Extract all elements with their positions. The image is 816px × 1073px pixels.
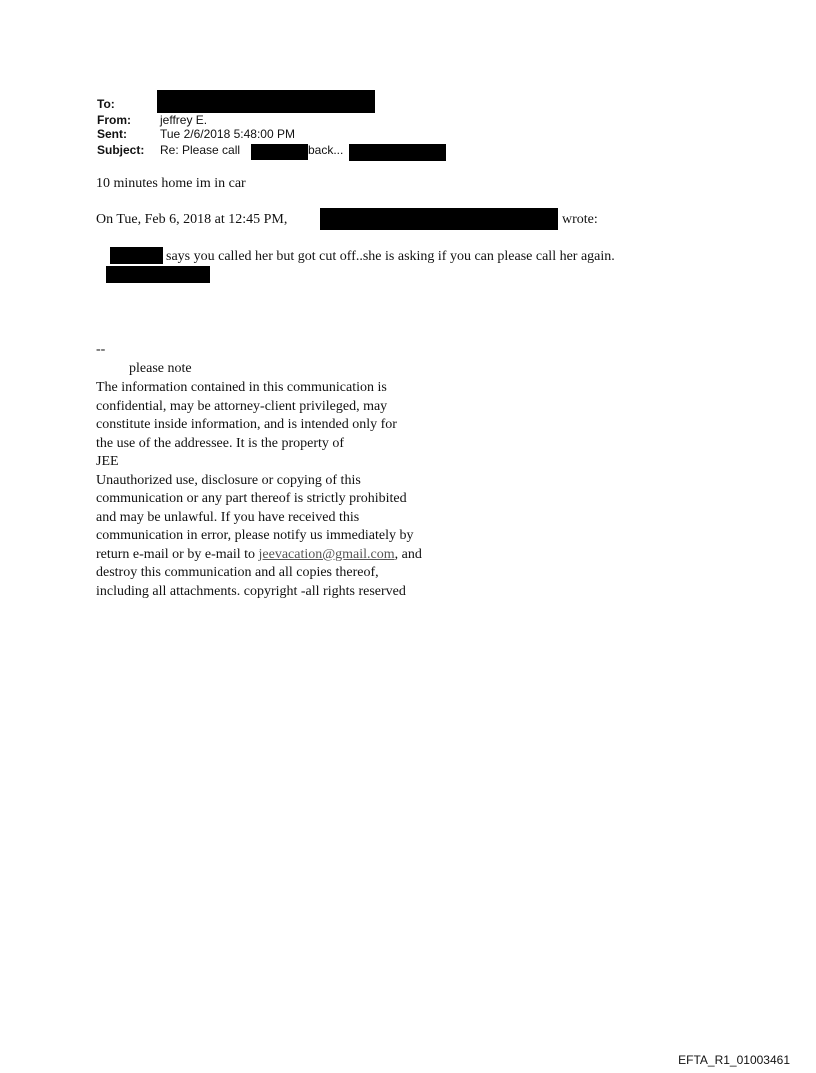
redaction-sender <box>320 208 558 230</box>
reply-text: 10 minutes home im in car <box>96 176 246 191</box>
header-subject-row-cont <box>308 143 343 157</box>
from-label: From: <box>97 113 131 127</box>
redaction-subject-end <box>349 144 446 161</box>
header-to-row <box>97 97 160 111</box>
email-line-prefix: return e-mail or by e-mail to <box>96 546 259 562</box>
quoted-message: says you called her but got cut off..she is asking if you can please call her again. <box>166 249 615 264</box>
redaction-quoted-signature <box>106 266 210 283</box>
disclaimer-line: destroy this communication and all copies thereof, <box>96 565 379 580</box>
header-from-row <box>97 113 207 127</box>
disclaimer-block <box>96 379 422 601</box>
disclaimer-line: and may be unlawful. If you have received this <box>96 509 360 525</box>
signature-separator: -- <box>96 342 106 357</box>
disclaimer-line: Unauthorized use, disclosure or copying of this <box>96 472 361 488</box>
redaction-subject-name <box>251 144 308 160</box>
subject-value-part1: Re: Please call <box>160 143 241 157</box>
header-sent-row <box>97 127 295 141</box>
disclaimer-line: constitute inside information, and is intended only for <box>96 417 397 432</box>
disclaimer-line: confidential, may be attorney-client privileged, may <box>96 398 388 414</box>
signature-please-note: please note <box>129 361 192 376</box>
quote-wrote: wrote: <box>562 212 598 227</box>
email-link[interactable]: jeevacation@gmail.com <box>258 546 395 562</box>
disclaimer-line: communication or any part thereof is strictly prohibited <box>96 491 407 506</box>
header-subject-row <box>97 143 240 157</box>
quote-intro: On Tue, Feb 6, 2018 at 12:45 PM, <box>96 212 288 227</box>
redaction-quoted-name <box>110 247 163 264</box>
disclaimer-line: including all attachments. copyright -all rights reserved <box>96 583 406 599</box>
document-id: EFTA_R1_01003461 <box>678 1053 790 1067</box>
redaction-to <box>157 90 375 113</box>
disclaimer-line: The information contained in this communication is <box>96 380 387 395</box>
to-label: To: <box>97 97 115 111</box>
subject-value-part2: back... <box>308 143 344 157</box>
from-value: jeffrey E. <box>160 113 208 127</box>
disclaimer-email-line <box>96 546 422 565</box>
sent-label: Sent: <box>97 127 127 141</box>
disclaimer-line: JEE <box>96 454 119 469</box>
disclaimer-line: the use of the addressee. It is the property of <box>96 435 345 451</box>
email-line-suffix: , and <box>394 546 422 562</box>
subject-label: Subject: <box>97 143 145 157</box>
sent-value: Tue 2/6/2018 5:48:00 PM <box>160 127 295 141</box>
disclaimer-line: communication in error, please notify us immediately by <box>96 528 414 543</box>
